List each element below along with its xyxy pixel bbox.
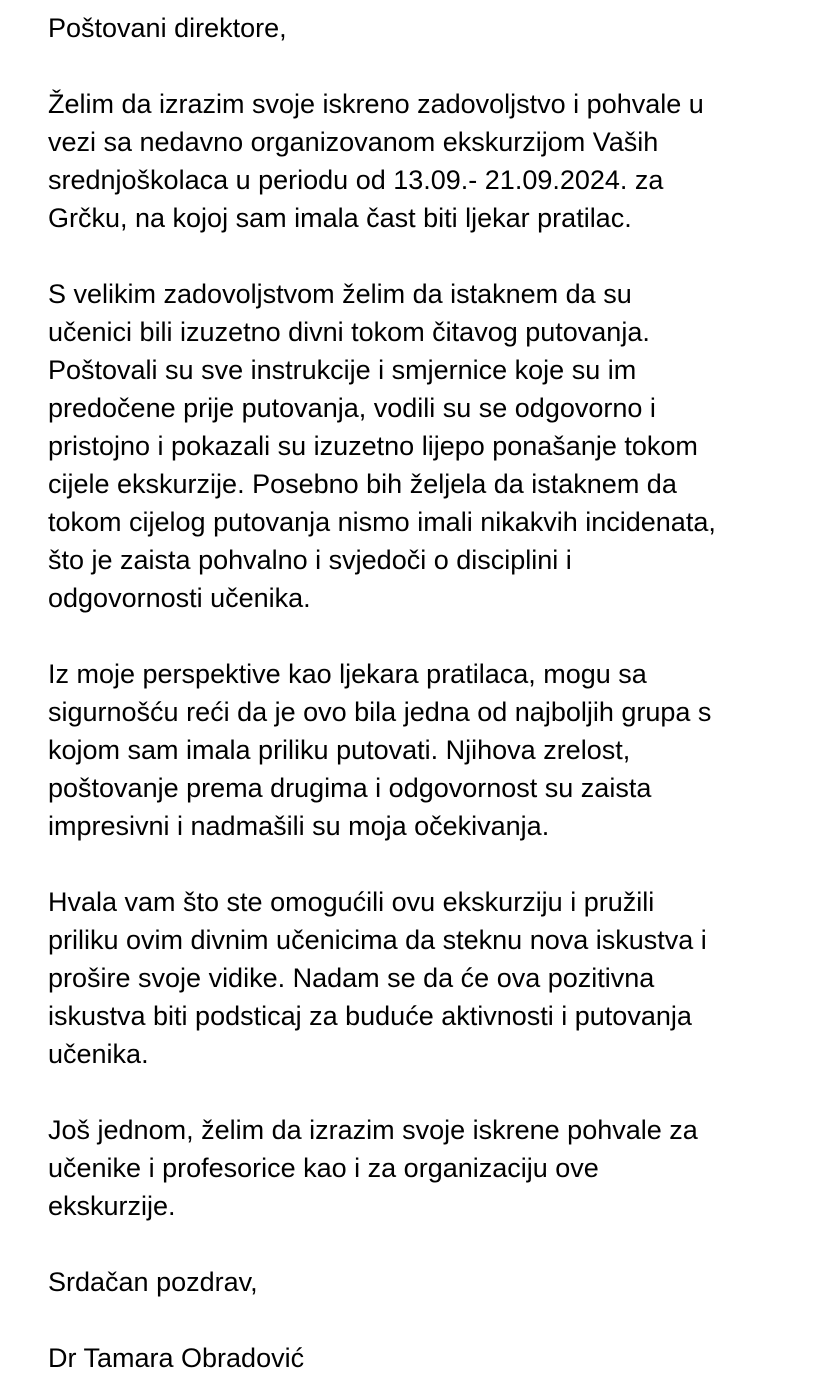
paragraph-gap xyxy=(48,617,788,655)
letter-paragraph-4 xyxy=(48,883,788,1073)
text-line: poštovanje prema drugima i odgovornost su zaista xyxy=(48,773,652,803)
text-line: Želim da izrazim svoje iskreno zadovoljstvo i pohvale u xyxy=(48,89,704,119)
text-line: Još jednom, želim da izrazim svoje iskrene pohvale za xyxy=(48,1115,698,1145)
text-line: sigurnošću reći da je ovo bila jedna od najboljih grupa s xyxy=(48,697,712,727)
text-line: tokom cijelog putovanja nismo imali nikakvih incidenata, xyxy=(48,507,716,537)
letter-body xyxy=(48,9,788,1377)
letter-closing: Srdačan pozdrav, xyxy=(48,1267,258,1297)
text-line: što je zaista pohvalno i svjedoči o disciplini i xyxy=(48,545,572,575)
text-line: prošire svoje vidike. Nadam se da će ova pozitivna xyxy=(48,963,655,993)
paragraph-gap xyxy=(48,1301,788,1339)
text-line: učenike i profesorice kao i za organizaciju ove xyxy=(48,1153,599,1183)
paragraph-gap xyxy=(48,47,788,85)
text-line: S velikim zadovoljstvom želim da istaknem da su xyxy=(48,279,632,309)
text-line: pristojno i pokazali su izuzetno lijepo ponašanje tokom xyxy=(48,431,698,461)
letter-paragraph-2 xyxy=(48,275,788,617)
text-line: ekskurzije. xyxy=(48,1191,176,1221)
text-line: impresivni i nadmašili su moja očekivanja. xyxy=(48,811,550,841)
text-line: Hvala vam što ste omogućili ovu ekskurziju i pružili xyxy=(48,887,655,917)
text-line: predočene prije putovanja, vodili su se odgovorno i xyxy=(48,393,656,423)
text-line: Poštovali su sve instrukcije i smjernice koje su im xyxy=(48,355,637,385)
text-line: srednjoškolaca u periodu od 13.09.- 21.09.2024. za xyxy=(48,165,664,195)
text-line: iskustva biti podsticaj za buduće aktivnosti i putovanja xyxy=(48,1001,692,1031)
text-line: vezi sa nedavno organizovanom ekskurzijom Vaših xyxy=(48,127,659,157)
letter-paragraph-3 xyxy=(48,655,788,845)
letter-greeting: Poštovani direktore, xyxy=(48,13,287,43)
paragraph-gap xyxy=(48,845,788,883)
paragraph-gap xyxy=(48,237,788,275)
paragraph-gap xyxy=(48,1225,788,1263)
text-line: učenika. xyxy=(48,1039,149,1069)
text-line: Grčku, na kojoj sam imala čast biti ljekar pratilac. xyxy=(48,203,632,233)
paragraph-gap xyxy=(48,1073,788,1111)
letter-paragraph-1 xyxy=(48,85,788,237)
letter-paragraph-5 xyxy=(48,1111,788,1225)
text-line: Iz moje perspektive kao ljekara pratilaca, mogu sa xyxy=(48,659,647,689)
text-line: priliku ovim divnim učenicima da steknu nova iskustva i xyxy=(48,925,707,955)
text-line: cijele ekskurzije. Posebno bih željela da istaknem da xyxy=(48,469,677,499)
text-line: odgovornosti učenika. xyxy=(48,583,311,613)
letter-signature: Dr Tamara Obradović xyxy=(48,1343,305,1373)
text-line: učenici bili izuzetno divni tokom čitavog putovanja. xyxy=(48,317,650,347)
text-line: kojom sam imala priliku putovati. Njihova zrelost, xyxy=(48,735,631,765)
